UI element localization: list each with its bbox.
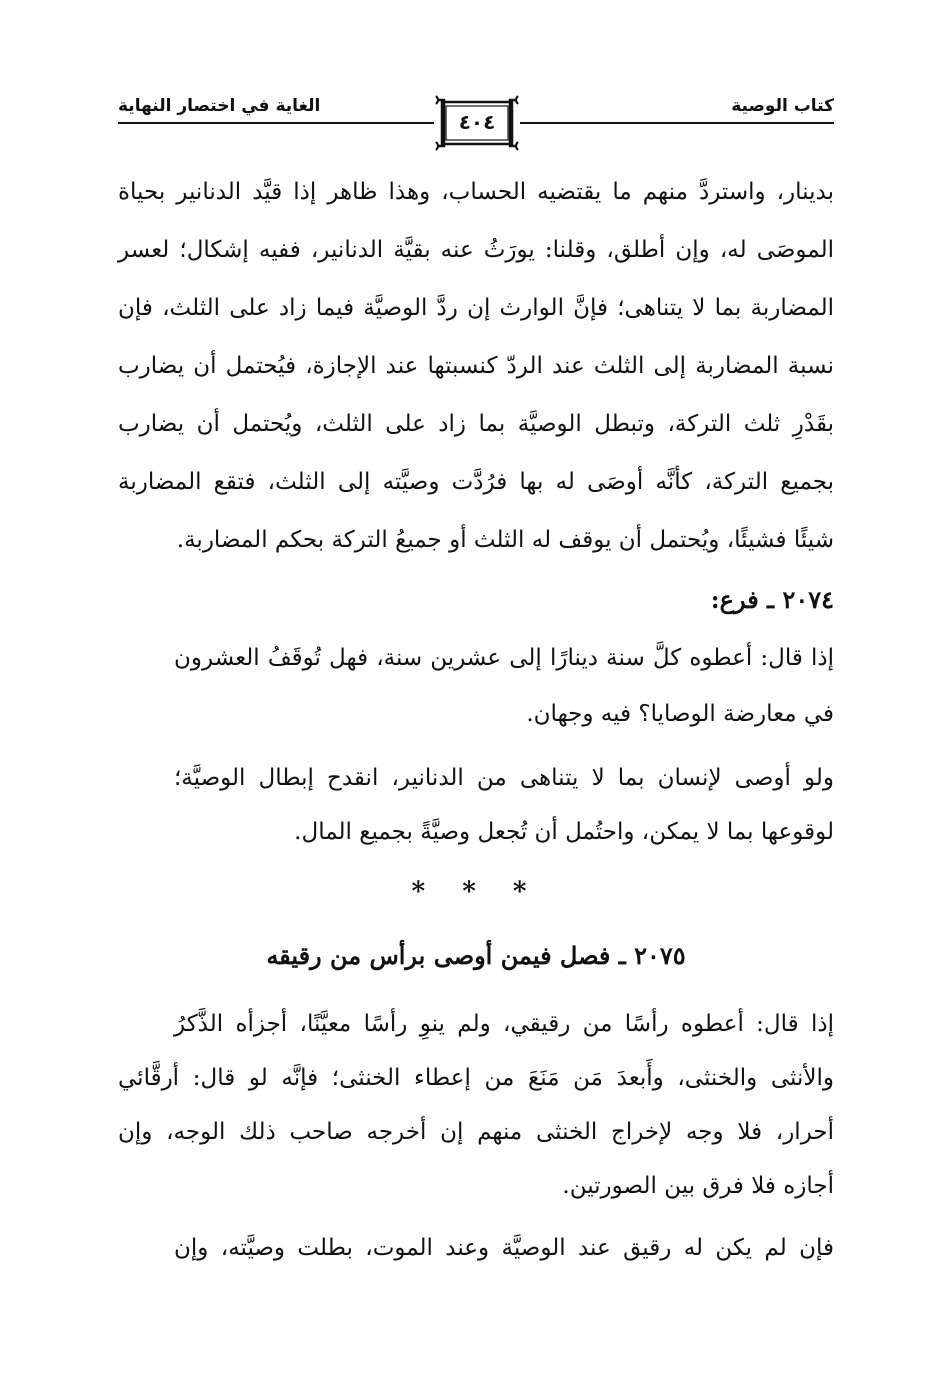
running-header <box>118 92 834 158</box>
body-line: بقَدْرِ ثلث التركة، وتبطل الوصيَّة بما زاد على الثلث، ويُحتمل أن يضارب <box>118 411 834 437</box>
body-line: إذا قال: أعطوه كلَّ سنة دينارًا إلى عشرين سنة، فهل تُوقَفُ العشرون <box>174 645 834 671</box>
body-line: فإن لم يكن له رقيق عند الوصيَّة وعند الموت، بطلت وصيَّته، وإن <box>174 1235 834 1261</box>
body-line: بجميع التركة، كأنَّه أوصَى له بها فرُدَّت وصيَّته إلى الثلث، فتقع المضاربة <box>118 469 834 495</box>
body-line: الموصَى له، وإن أطلق، وقلنا: يورَثُ عنه بقيَّة الدنانير، ففيه إشكال؛ لعسر <box>118 237 834 263</box>
section-heading-2074: ٢٠٧٤ ـ فرع: <box>710 585 834 614</box>
body-line: بدينار، واستردَّ منهم ما يقتضيه الحساب، وهذا ظاهر إذا قيَّد الدنانير بحياة <box>118 179 834 205</box>
body-line: أحرار، فلا وجه لإخراج الخنثى منهم إن أخرجه صاحب ذلك الوجه، وإن <box>118 1119 834 1145</box>
section-separator: * * * <box>411 877 541 907</box>
page-number: ٤٠٤ <box>458 110 496 134</box>
page-number-frame <box>434 92 520 154</box>
body-line: إذا قال: أعطوه رأسًا من رقيقي، ولم ينوِ رأسًا معيَّنًا، أجزأه الذَّكرُ <box>174 1011 834 1037</box>
body-line: ولو أوصى لإنسان بما لا يتناهى من الدنانير، انقدح إبطال الوصيَّة؛ <box>174 765 834 791</box>
section-heading-2075: ٢٠٧٥ ـ فصل فيمن أوصى برأس من رقيقه <box>266 941 686 970</box>
body-line: أجازه فلا فرق بين الصورتين. <box>562 1173 834 1199</box>
body-line: المضاربة بما لا يتناهى؛ فإنَّ الوارث إن ردَّ الوصيَّة فيما زاد على الثلث، فإن <box>118 295 834 321</box>
header-book-title: الغاية في اختصار النهاية <box>118 96 321 116</box>
header-book-section: كتاب الوصية <box>731 96 834 116</box>
body-line: شيئًا فشيئًا، ويُحتمل أن يوقف له الثلث أو جميعُ التركة بحكم المضاربة. <box>176 527 834 553</box>
body-line: والأنثى والخنثى، وأَبعدَ مَن مَنَعَ من إعطاء الخنثى؛ فإنَّه لو قال: أرقَّائي <box>118 1065 834 1091</box>
body-line: في معارضة الوصايا؟ فيه وجهان. <box>526 701 834 727</box>
body-line: نسبة المضاربة إلى الثلث عند الردّ كنسبتها عند الإجازة، فيُحتمل أن يضارب <box>118 353 834 379</box>
body-line: لوقوعها بما لا يمكن، واحتُمل أن تُجعل وصيَّةً بجميع المال. <box>294 819 834 845</box>
